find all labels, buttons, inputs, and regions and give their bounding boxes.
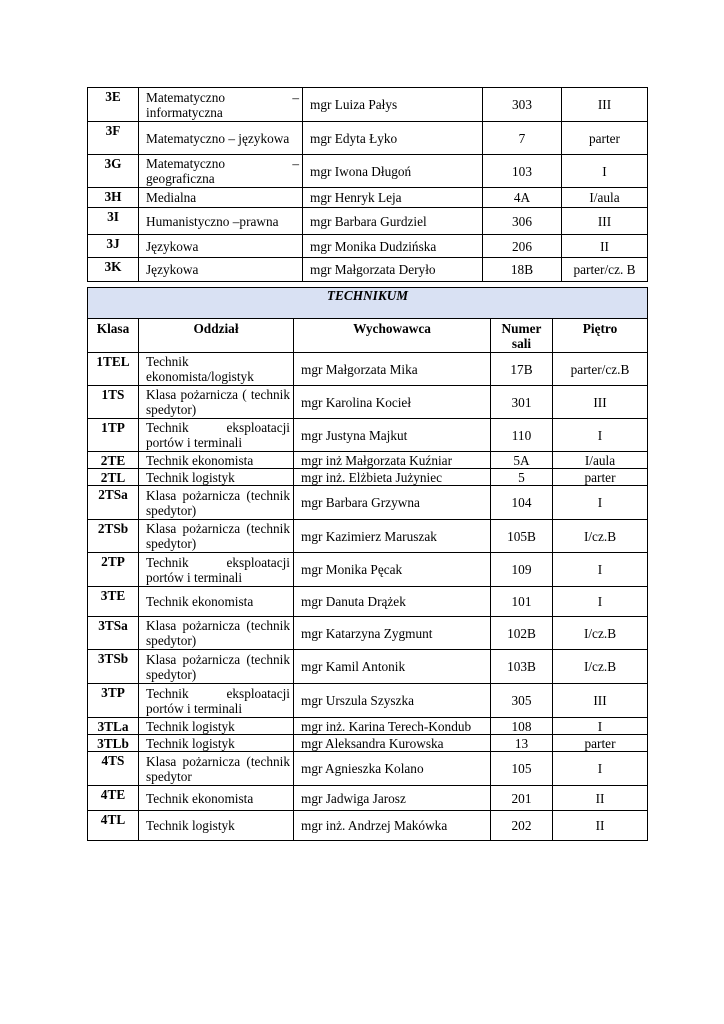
class-code: 3I [88,208,139,235]
class-profile: Technik logistyk [139,469,294,486]
class-teacher: mgr Edyta Łyko [303,122,483,155]
floor: I [553,553,648,587]
class-profile: Technik logistyk [139,811,294,841]
room-number: 108 [491,718,553,735]
class-profile: Matematyczno – językowa [139,122,303,155]
class-code: 3G [88,155,139,188]
class-code: 2TP [88,553,139,587]
liceum-classes-table [87,87,648,282]
room-number: 110 [491,419,553,452]
class-profile: Technik ekonomista [139,452,294,469]
floor: III [553,684,648,718]
technikum-classes-table [87,287,648,841]
class-profile: Technik ekonomista/logistyk [139,353,294,386]
table-row [88,208,648,235]
class-profile: Technik logistyk [139,735,294,752]
table-row [88,735,648,752]
header-wychowawca: Wychowawca [294,319,491,353]
class-code: 3TSa [88,617,139,650]
class-code: 2TE [88,452,139,469]
table-row [88,786,648,811]
class-code: 3TLa [88,718,139,735]
class-teacher: mgr inż Małgorzata Kuźniar [294,452,491,469]
class-code: 3H [88,188,139,208]
table-row [88,752,648,786]
class-profile: Klasa pożarnicza (technik spedytor) [139,520,294,553]
floor: II [553,786,648,811]
class-code: 3TP [88,684,139,718]
floor: I/cz.B [553,520,648,553]
class-teacher: mgr Karolina Kocieł [294,386,491,419]
class-code: 2TL [88,469,139,486]
class-code: 2TSa [88,486,139,520]
class-code: 3TE [88,587,139,617]
room-number: 13 [491,735,553,752]
room-number: 102B [491,617,553,650]
room-number: 7 [483,122,562,155]
class-profile: Klasa pożarnicza (technik spedytor) [139,650,294,684]
table-row [88,617,648,650]
class-profile: Technik eksploatacji portów i terminali [139,553,294,587]
floor: I [553,587,648,617]
class-teacher: mgr inż. Elżbieta Jużyniec [294,469,491,486]
table-row [88,386,648,419]
floor: II [553,811,648,841]
floor: I/cz.B [553,617,648,650]
room-number: 201 [491,786,553,811]
class-teacher: mgr Barbara Grzywna [294,486,491,520]
table-row [88,188,648,208]
room-number: 301 [491,386,553,419]
header-pietro: Piętro [553,319,648,353]
class-teacher: mgr Jadwiga Jarosz [294,786,491,811]
room-number: 109 [491,553,553,587]
room-number: 303 [483,88,562,122]
class-profile: Matematyczno – geograficzna [139,155,303,188]
class-teacher: mgr Iwona Długoń [303,155,483,188]
class-teacher: mgr Aleksandra Kurowska [294,735,491,752]
table-row [88,419,648,452]
class-code: 1TEL [88,353,139,386]
class-profile: Technik logistyk [139,718,294,735]
class-profile: Medialna [139,188,303,208]
floor: II [562,235,648,258]
class-teacher: mgr Monika Pęcak [294,553,491,587]
room-number: 202 [491,811,553,841]
floor: I [553,486,648,520]
room-number: 18B [483,258,562,282]
class-code: 3E [88,88,139,122]
class-code: 3TLb [88,735,139,752]
floor: III [553,386,648,419]
room-number: 103B [491,650,553,684]
table-row [88,88,648,122]
header-klasa: Klasa [88,319,139,353]
class-code: 3F [88,122,139,155]
table-row [88,469,648,486]
floor: I [553,718,648,735]
floor: parter [553,469,648,486]
class-teacher: mgr Kazimierz Maruszak [294,520,491,553]
table-row [88,235,648,258]
class-profile: Humanistyczno –prawna [139,208,303,235]
room-number: 104 [491,486,553,520]
class-profile: Technik ekonomista [139,587,294,617]
room-number: 17B [491,353,553,386]
class-teacher: mgr Agnieszka Kolano [294,752,491,786]
class-teacher: mgr Katarzyna Zygmunt [294,617,491,650]
room-number: 105B [491,520,553,553]
table-row [88,718,648,735]
section-title: TECHNIKUM [88,288,648,319]
class-teacher: mgr Małgorzata Deryło [303,258,483,282]
class-profile: Klasa pożarnicza ( technik spedytor) [139,386,294,419]
header-numer-sali: Numer sali [491,319,553,353]
class-code: 3K [88,258,139,282]
header-oddzial: Oddział [139,319,294,353]
class-profile: Technik eksploatacji portów i terminali [139,684,294,718]
class-profile: Językowa [139,235,303,258]
class-teacher: mgr Luiza Pałys [303,88,483,122]
table-row [88,684,648,718]
room-number: 206 [483,235,562,258]
floor: parter [562,122,648,155]
table-row [88,587,648,617]
table-row [88,122,648,155]
class-profile: Technik eksploatacji portów i terminali [139,419,294,452]
room-number: 105 [491,752,553,786]
class-teacher: mgr Henryk Leja [303,188,483,208]
floor: I [562,155,648,188]
room-number: 305 [491,684,553,718]
class-code: 3J [88,235,139,258]
class-teacher: mgr Barbara Gurdziel [303,208,483,235]
class-code: 1TS [88,386,139,419]
floor: III [562,88,648,122]
class-teacher: mgr Danuta Drążek [294,587,491,617]
class-profile: Matematyczno – informatyczna [139,88,303,122]
class-profile: Klasa pożarnicza (technik spedytor) [139,617,294,650]
floor: parter/cz. B [562,258,648,282]
table-row [88,811,648,841]
floor: I/aula [553,452,648,469]
floor: I [553,752,648,786]
class-teacher: mgr inż. Andrzej Makówka [294,811,491,841]
class-profile: Technik ekonomista [139,786,294,811]
class-profile: Językowa [139,258,303,282]
room-number: 4A [483,188,562,208]
floor: III [562,208,648,235]
class-profile: Klasa pożarnicza (technik spedytor [139,752,294,786]
class-profile: Klasa pożarnicza (technik spedytor) [139,486,294,520]
table-row [88,452,648,469]
class-code: 4TS [88,752,139,786]
room-number: 5 [491,469,553,486]
class-teacher: mgr Kamil Antonik [294,650,491,684]
table-row [88,353,648,386]
class-teacher: mgr Małgorzata Mika [294,353,491,386]
floor: I/aula [562,188,648,208]
table-row [88,155,648,188]
class-teacher: mgr inż. Karina Terech-Kondub [294,718,491,735]
room-number: 103 [483,155,562,188]
floor: parter/cz.B [553,353,648,386]
table-row [88,486,648,520]
table-row [88,520,648,553]
class-teacher: mgr Monika Dudzińska [303,235,483,258]
table-row [88,650,648,684]
class-code: 3TSb [88,650,139,684]
floor: parter [553,735,648,752]
room-number: 306 [483,208,562,235]
floor: I [553,419,648,452]
class-code: 4TL [88,811,139,841]
table-row [88,553,648,587]
class-code: 1TP [88,419,139,452]
class-code: 4TE [88,786,139,811]
class-teacher: mgr Justyna Majkut [294,419,491,452]
class-teacher: mgr Urszula Szyszka [294,684,491,718]
table-row [88,258,648,282]
room-number: 101 [491,587,553,617]
floor: I/cz.B [553,650,648,684]
room-number: 5A [491,452,553,469]
class-code: 2TSb [88,520,139,553]
